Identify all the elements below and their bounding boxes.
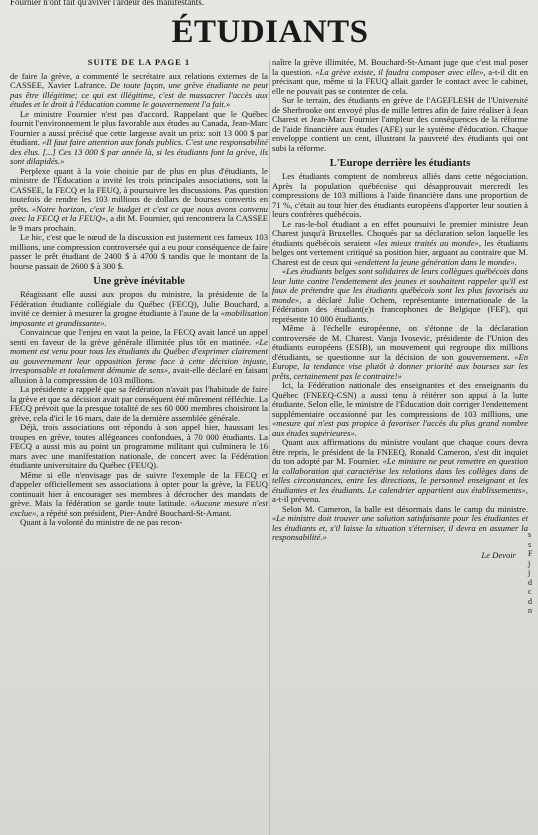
text: Même si elle n'envisage pas de suivre l'exemple de la FECQ et d'appeler officiellement ses associations à opter pour la grève, la FEUQ continuait hier à encourager ses membres à décrocher des mandats de grève. Mais la fédération se garde toute latitude. <box>10 469 268 508</box>
paragraph <box>272 324 528 381</box>
text: de faire la grève, a commenté le secrétaire aux relations externes de la CASSEE, Xavier Lafrance. <box>10 70 268 90</box>
paragraph <box>10 167 268 234</box>
quote: «Les étudiants belges sont solidaires de leurs collègues québécois dans leur lutte contre l'endettement des jeunes et souhaitent rappeler qu'il est faux de prétendre que les étudiants québécois sont les plus favorisés au monde» <box>272 266 528 305</box>
adjacent-article-fragment: s s F j j d c d n <box>528 530 533 615</box>
paragraph <box>272 505 528 543</box>
text: Perplexe quant à la voie choisie par de plus en plus d'étudiants, le ministre de l'Éducation a invité les trois principales associations, soit la CASSEE, la FECQ et la FEUQ, à poursuivre les discussions. Pas question toutefois de rendre les 103 millions de dollars de bourses convertis en prêts. <box>10 165 268 214</box>
quote: «Notre horizon, c'est le budget et c'est ce que nous avons convenu avec la FECQ et la FEUQ» <box>10 203 268 223</box>
paragraph: Les étudiants comptent de nombreux alliés dans cette négociation. Après la population québécoise qui désapprouvait mercredi les compressions de 103 millions à l'aide financière dans une proportion de 71 %, c'était au tour hier des étudiants européens d'apporter leur soutien à leurs confrères québécois. <box>272 171 528 219</box>
previous-article-fragment: Fournier n'ont fait qu'aviver l'ardeur des manifestants. <box>10 0 205 7</box>
paragraph: Déjà, trois associations ont répondu à son appel hier, haussant les troupes en grève, toutes allégeances confondues, à 70 000 étudiants. La FECQ a aussi mis au point un programme militant qui culminera le 16 mars avec une manifestation nationale, de concert avec la Fédération étudiante universitaire du Québec (FEUQ). <box>10 422 268 470</box>
text: , avait-elle déclaré en faisant allusion à la compression de 103 millions. <box>10 365 268 385</box>
paragraph <box>10 72 268 110</box>
text: Même à l'échelle européenne, on s'étonne de la déclaration controversée de M. Charest. Vanja Ivosevic, présidente de l'Union des étudiants européens (ESIB), un mouvement qui regroupe dix millions d'étudiants, se questionne sur la décision de son gouvernement. <box>272 323 528 362</box>
quote: «les mieux traités au monde» <box>373 237 479 248</box>
column-divider <box>269 60 270 835</box>
quote: «En Europe, la tendance vise plutôt à donner priorité aux bourses sur les prêts, certainement pas le contraire!» <box>272 351 528 381</box>
subheading: L'Europe derrière les étudiants <box>329 158 471 169</box>
paragraph <box>272 438 528 505</box>
text: naître la grève illimitée, M. Bouchard-St-Amant juge que c'est mal poser la question. <box>272 57 528 77</box>
text: , a répété son président, Pier-André Bouchard-St-Amant. <box>36 507 232 518</box>
quote: «mesure qui n'est pas propice à favoriser l'accès du plus grand nombre aux études supérieures». <box>272 418 528 438</box>
headline: ÉTUDIANTS <box>171 14 369 50</box>
text: Quant aux affirmations du ministre voulant que chaque cours devra être repris, le président de la FNEEQ, Ronald Cameron, s'est dit inquiet du ton adopté par M. Fournier. <box>272 437 528 466</box>
text: , a déclaré Julie Ochem, représentante internationale de la Fédération des étudiant(e)s francophones de Belgique (FEF), qui représente 10 000 étudiants. <box>272 294 528 324</box>
quote: «mobilisation imposante et grandissante». <box>10 308 268 328</box>
text: , les étudiants belges ont vertement critiqué sa position hier, arguant au contraire que M. Charest est de ceux qui <box>272 237 528 267</box>
paragraph <box>10 290 268 328</box>
quote: «Le moment est venu pour tous les étudiants du Québec d'exprimer clairement au gouvernement leur opposition ferme face à cette décision injuste, irresponsable et totalement démunie de sens» <box>10 336 268 375</box>
text: , a-t-il dit en précisant que, même si la FEUQ allait garder le contact avec le cabinet, elle ne pouvait pas se contenter de cela. <box>272 66 528 96</box>
paragraph: Le hic, c'est que le nœud de la discussion est justement ces fameux 103 millions, une compression controversée qui a eu pour conséquence de faire passer le prêt étudiant de 2400 $ à 4700 $ tandis que le montant de la bourse passait de 2600 $ à 300 $. <box>10 232 268 271</box>
paragraph <box>10 328 268 385</box>
paragraph: Sur le terrain, des étudiants en grève de l'AGEFLESH de l'Université de Sherbrooke ont envoyé plus de mille lettres afin de faire réaliser à Jean Charest et Jean-Marc Fournier l'ampleur des conséquences de la réforme de l'aide financière aux études (AFE) sur le système d'éducation. Chaque enveloppe contient un cent, illustrant la pauvreté des étudiants qui ont subi la réforme. <box>272 95 528 153</box>
text: , a dit M. Fournier, qui rencontrera la CASSEE le 9 mars prochain. <box>10 213 268 233</box>
source-credit: Le Devoir <box>481 549 516 560</box>
text: » <box>226 99 231 109</box>
right-column <box>272 58 528 560</box>
paragraph <box>10 110 268 167</box>
paragraph: Quant à la volonté du ministre de ne pas recon- <box>20 517 183 527</box>
paragraph <box>272 220 528 268</box>
text: Ici, la Fédération nationale des enseignantes et des enseignants du Québec (FNEEQ-CSN) a aussi tenu à réitérer son appui à la lutte étudiante. Selon elle, le ministre de l'Éducation doit corriger l'endettement supplémentaire occasionné par les compressions de 103 millions, une <box>272 380 528 419</box>
quote: «Aucune mesure n'est exclue» <box>10 498 268 518</box>
continued-label: SUITE DE LA PAGE 1 <box>87 57 191 67</box>
paragraph <box>272 58 528 96</box>
text: Le ministre Fournier n'est pas d'accord. Rappelant que le Québec fournit l'environnement le plus favorable aux études au Canada, Jean-Marc Fournier a aussi précisé que cette largesse avait un prix: soit 13 000 $ par étudiant. <box>10 108 268 147</box>
quote: «Le ministre doit trouver une solution satisfaisante pour les étudiantes et les étudiants et, s'il laisse la situation s'éterniser, il devra en assumer la responsabilité.» <box>272 513 528 542</box>
paragraph <box>10 471 268 519</box>
quote: «Il faut faire attention aux fonds publics. C'est une responsabilité des élus. [...] Ces 13 000 $ par année là, si les étudiants font la grève, ils sont dilapidés.» <box>10 137 268 166</box>
paragraph: La présidente a rappelé que sa fédération n'avait pas l'habitude de faire la grève et que sa décision avait par conséquent été mûrement réfléchie. La FECQ prévoit que la presque totalité de ses 60 000 membres choisiront la grève, cela d'ici le 16 mars, date de la dernière assemblée générale. <box>10 384 268 423</box>
quote: «endettent la jeune génération dans le monde». <box>353 256 517 267</box>
text: Le ras-le-bol étudiant a en effet poursuivi le premier ministre Jean Charest jusqu'à Bruxelles. Choqués par sa déclaration selon laquelle les étudiants québécois seraient <box>272 218 528 248</box>
quote: De toute façon, une grève étudiante ne peut pas être illégitime; ce qui est illégitime, c'est de massacrer l'accès aux études et le droit à l'éducation comme le gouvernement l'a fait. <box>10 80 268 109</box>
quote: «Le ministre ne peut remettre en question la collaboration qui caractérise les relations dans les collèges dans de telles circonstances, entre les directions, le personnel enseignant et les étudiantes et les étudiants. Le calendrier appartient aux établissements» <box>272 456 528 495</box>
paragraph <box>272 381 528 438</box>
subheading: Une grève inévitable <box>93 276 185 287</box>
text: , a-t-il prévenu. <box>272 484 528 504</box>
text: Convaincue que l'enjeu en vaut la peine, la FECQ avait lancé un appel senti en faveur de la grève générale illimitée plus tôt en matinée. <box>10 327 268 347</box>
text: Réagissant elle aussi aux propos du ministre, la présidente de la Fédération étudiante collégiale du Québec (FECQ), Julie Bouchard, a invité ce dernier à mesurer la grogne étudiante à l'aune de la <box>10 289 268 318</box>
text: Selon M. Cameron, la balle est désormais dans le camp du ministre. <box>282 503 528 514</box>
left-column <box>10 58 268 528</box>
paragraph <box>272 267 528 324</box>
quote: «La grève existe, il faudra composer avec elle» <box>315 66 484 77</box>
